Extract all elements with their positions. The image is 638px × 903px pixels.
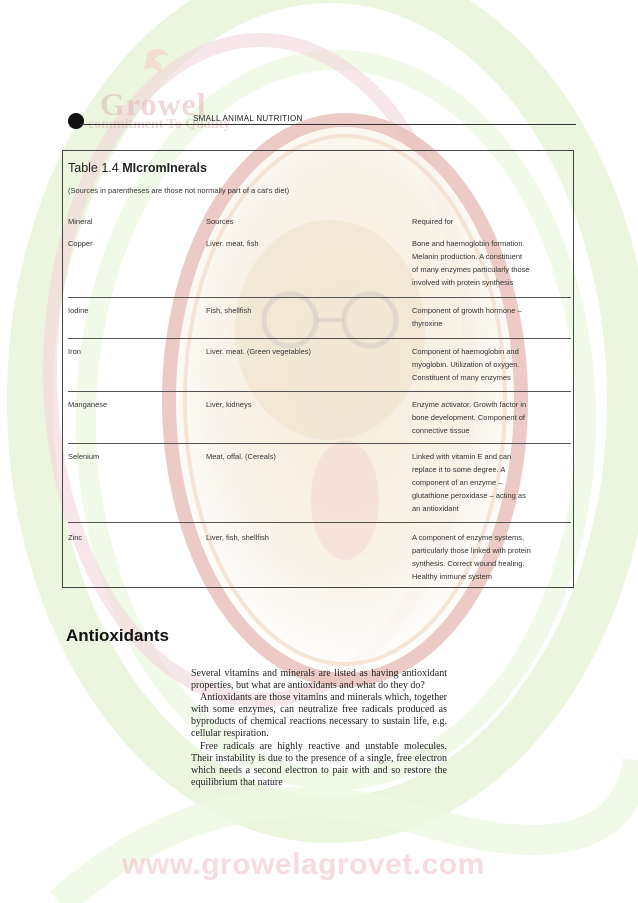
website-watermark: www.growelagrovet.com xyxy=(122,848,485,881)
paragraph: Antioxidants are those vitamins and minerals which, together with some enzymes, can neutralize free radicals produced as byproducts of chemical reactions necessary to sustain life, e.g. cellular respiration. xyxy=(191,692,447,740)
paragraph: Free radicals are highly reactive and unstable molecules. Their instability is due to the presence of a single, free electron which needs a second electron to pair with and so restore the equilibrium that nature xyxy=(191,740,447,788)
table-note: (Sources in parentheses are those not normally part of a cat's diet) xyxy=(68,186,290,195)
growel-logo: Growel xyxy=(100,86,207,122)
minerals-table xyxy=(62,150,574,588)
row-divider xyxy=(68,443,571,444)
mineral-cell: Selenium xyxy=(68,452,100,461)
bullet-dot-icon xyxy=(68,113,84,129)
mineral-cell: Iron xyxy=(68,347,81,356)
paragraph: Several vitamins and minerals are listed as having antioxidant properties, but what are antioxidants and what do they do? xyxy=(191,668,447,692)
sources-cell: Liver, fish, shellfish xyxy=(206,533,269,542)
required-cell: Component of growth hormone – thyroxine xyxy=(412,306,522,328)
required-cell: Linked with vitamin E and can replace it to some degree. A component of an enzyme – glutathione peroxidase – acting as an antioxidant xyxy=(412,452,526,513)
sources-cell: Liver, kidneys xyxy=(206,400,252,409)
column-header-required: Required for xyxy=(412,217,454,226)
required-cell: Component of haemoglobin and myoglobin. Utilization of oxygen. Constituent of many enzymes xyxy=(412,347,520,382)
sources-cell: Liver. meat, fish xyxy=(206,239,259,248)
row-divider xyxy=(68,297,571,298)
table-title xyxy=(68,161,207,175)
row-divider xyxy=(68,391,571,392)
required-cell: Bone and haemoglobin formation. Melanin production. A constituent of many enzymes particularly those involved with protein synthesis xyxy=(412,239,530,287)
section-heading: Antioxidants xyxy=(66,626,169,645)
sources-cell: Liver. meat. (Green vegetables) xyxy=(206,347,312,356)
header-rule xyxy=(80,124,576,125)
mineral-cell: Manganese xyxy=(68,400,108,409)
required-cell: Enzyme activator. Growth factor in bone development. Component of connective tissue xyxy=(412,400,527,435)
table-title-text: MIcromInerals xyxy=(122,161,207,175)
required-cell: A component of enzyme systems, particularly those linked with protein synthesis. Correct wound healing. Healthy immune system xyxy=(412,533,531,581)
column-header-sources: Sources xyxy=(206,217,234,226)
logo-tagline: commitment To Quality xyxy=(88,117,231,132)
row-divider xyxy=(68,522,571,523)
row-divider xyxy=(68,338,571,339)
running-head: SMALL ANIMAL NUTRITION xyxy=(193,114,303,123)
sources-cell: Meat, offal. (Cereals) xyxy=(206,452,276,461)
mineral-cell: Iodine xyxy=(68,306,89,315)
sources-cell: Fish, shellfish xyxy=(206,306,252,315)
mineral-cell: Zinc xyxy=(68,533,83,542)
column-header-mineral: Mineral xyxy=(68,217,93,226)
mineral-cell: Copper xyxy=(68,239,93,248)
body-text xyxy=(191,668,447,789)
table-label: Table 1.4 xyxy=(68,161,119,175)
